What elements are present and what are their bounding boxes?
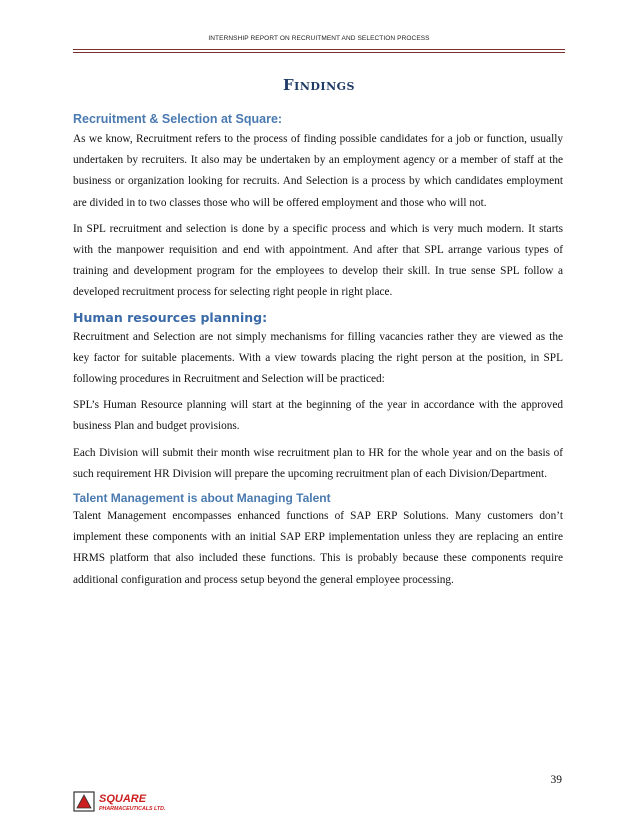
header-rule: [73, 49, 565, 50]
page-content: [73, 112, 563, 591]
section-heading-recruitment: Recruitment & Selection at Square:: [73, 112, 283, 126]
paragraph: As we know, Recruitment refers to the process of finding possible candidates for a job or function, usually undertaken by recruiters. It also may be undertaken by an employment agency or a member of staff at the business or organization looking for recruits. And Selection is a process by which candidates employment are divided in to two classes those who will be offered employment and those who will not.: [73, 133, 563, 209]
paragraph: Recruitment and Selection are not simply mechanisms for filling vacancies rather they are viewed as the key factor for suitable placements. With a view towards placing the right person at the position, in SPL following procedures in Recruitment and Selection will be practiced:: [73, 330, 563, 386]
paragraph: In SPL recruitment and selection is done by a specific process and which is very much modern. It starts with the manpower requisition and end with appointment. And after that SPL arrange various types of training and development program for the employees to develop their skill. In true sense SPL follow a developed recruitment process for selecting right people in right place.: [73, 222, 563, 299]
paragraph: SPL’s Human Resource planning will start at the beginning of the year in accordance with the approved business Plan and budget provisions.: [73, 399, 563, 433]
paragraph: Talent Management encompasses enhanced functions of SAP ERP Solutions. Many customers don’t implement these components with an initial SAP ERP implementation unless they are replacing an entire HRMS platform that also included these functions. This is probably because these components require additional configuration and process setup beyond the general employee processing.: [73, 510, 563, 586]
header-rule-thin: [73, 52, 565, 53]
running-header: INTERNSHIP REPORT ON RECRUITMENT AND SELECTION PROCESS: [208, 35, 430, 42]
square-logo: [73, 789, 195, 813]
section-heading-hr-planning: Human resources planning:: [73, 309, 268, 325]
page-number: 39: [550, 774, 562, 786]
logo-subtitle: PHARMACEUTICALS LTD.: [99, 806, 166, 812]
paragraph: Each Division will submit their month wise recruitment plan to HR for the whole year and on the basis of such requirement HR Division will prepare the upcoming recruitment plan of each Division/Department.: [73, 446, 563, 480]
logo-wordmark: SQUARE: [99, 793, 147, 805]
section-heading-talent: Talent Management is about Managing Talent: [73, 491, 331, 506]
page-title: Findings: [283, 76, 355, 94]
